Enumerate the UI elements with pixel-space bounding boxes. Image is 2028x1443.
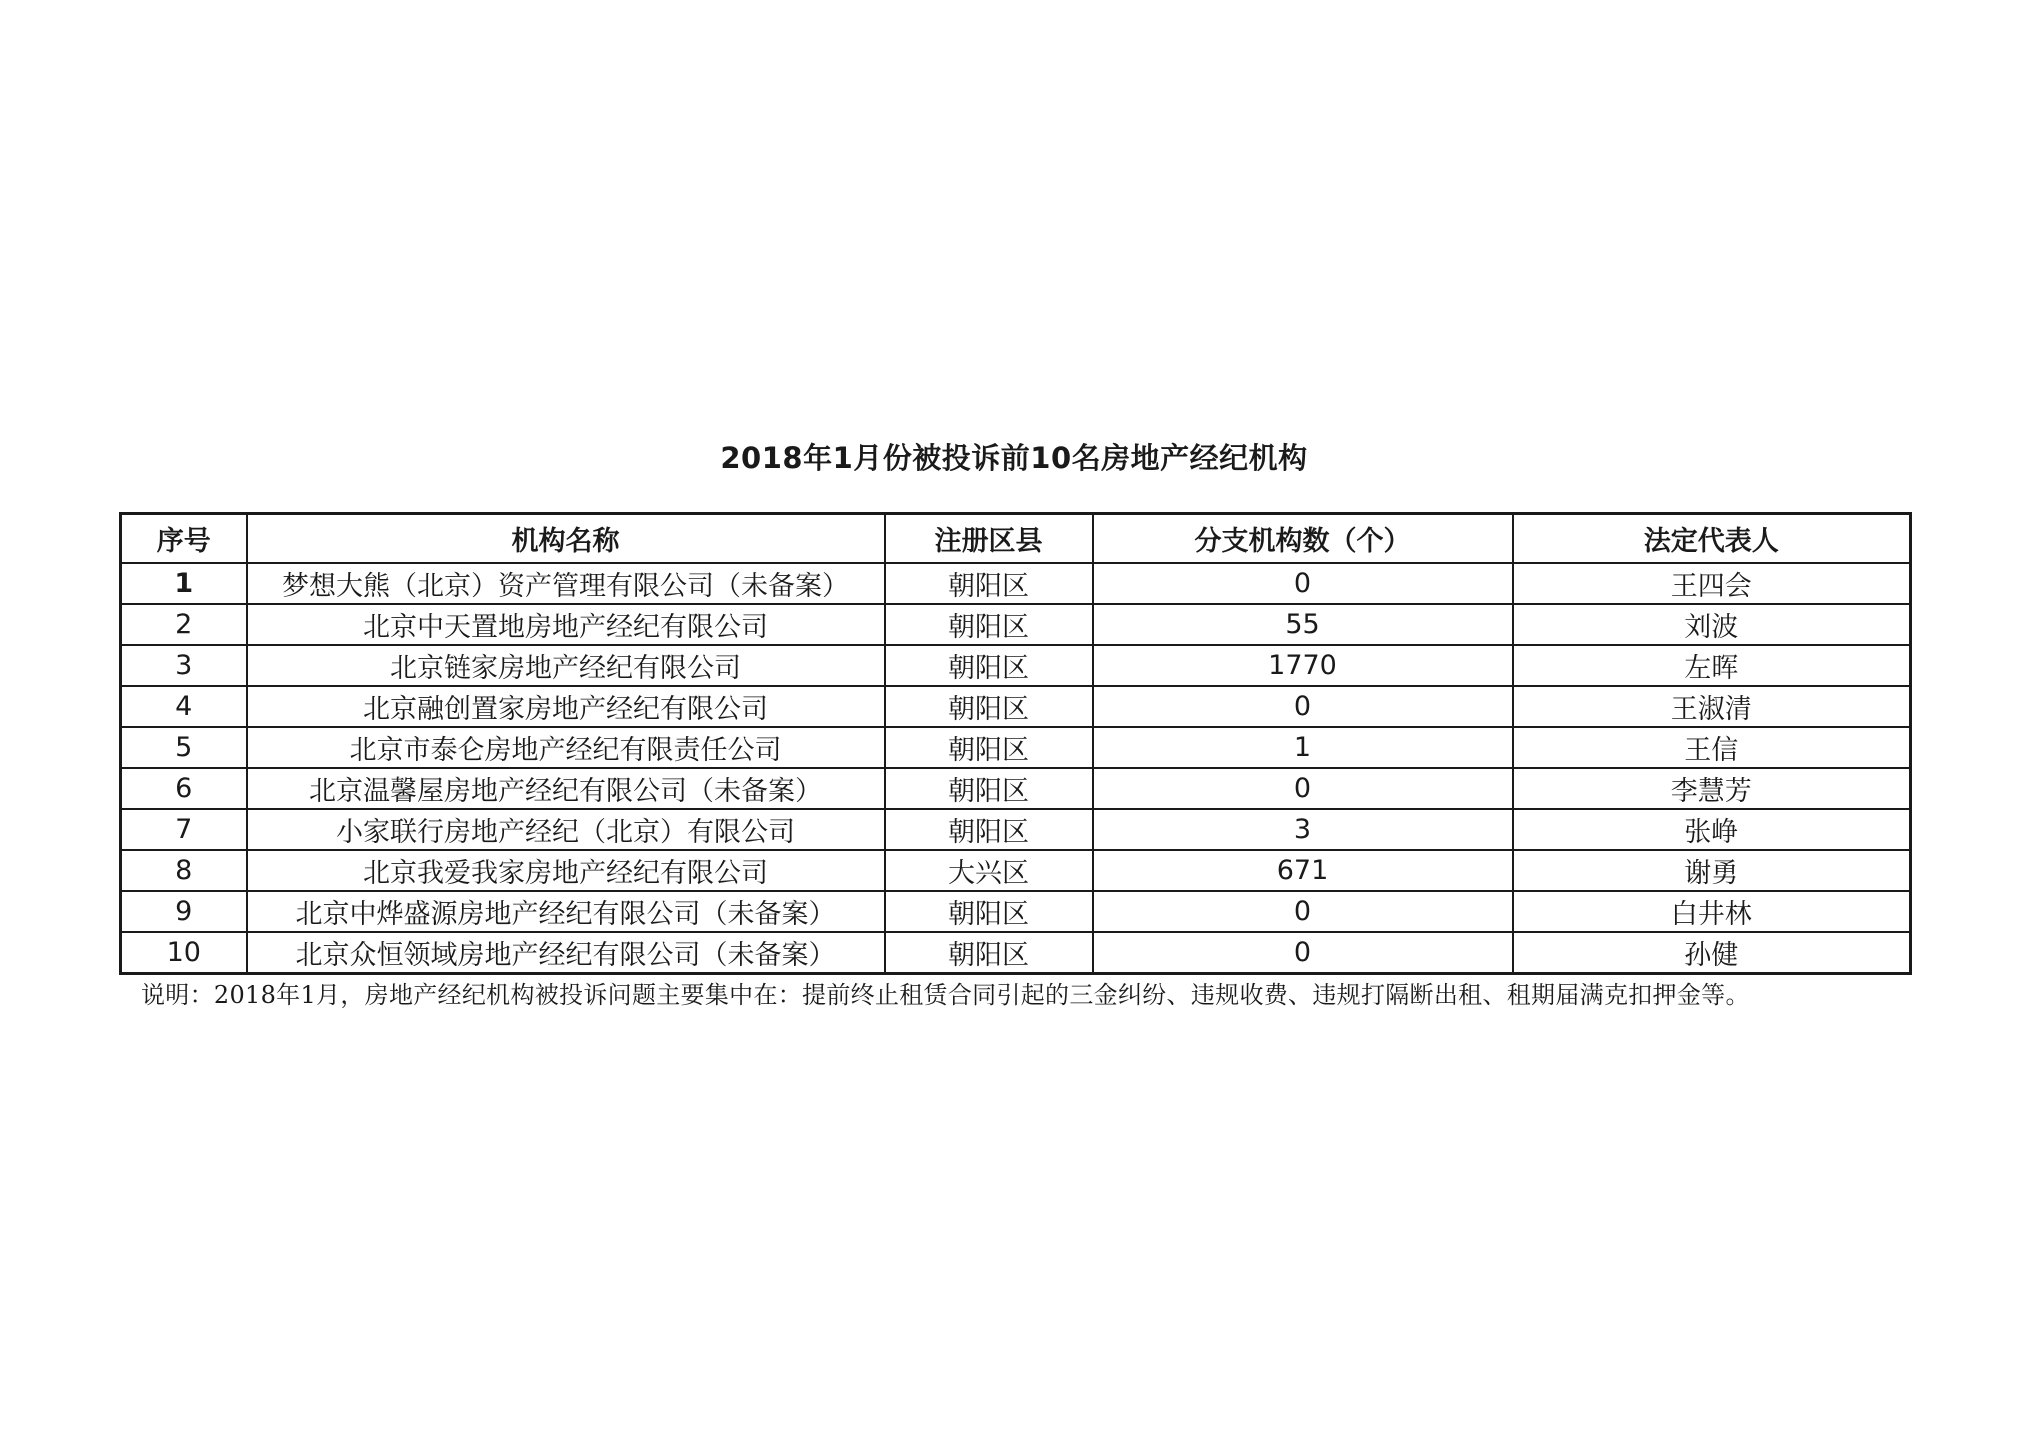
cell-legal-rep: 王淑清 [1513, 686, 1911, 727]
footnote: 说明：2018年1月，房地产经纪机构被投诉问题主要集中在：提前终止租赁合同引起的三金纠纷、违规收费、违规打隔断出租、租期届满克扣押金等。 [141, 981, 1750, 1009]
cell-index: 3 [121, 645, 247, 686]
table-row [121, 563, 1911, 604]
table-row [121, 686, 1911, 727]
cell-legal-rep: 白井林 [1513, 891, 1911, 932]
cell-name: 小家联行房地产经纪（北京）有限公司 [247, 809, 885, 850]
cell-district: 朝阳区 [885, 645, 1093, 686]
cell-district: 朝阳区 [885, 727, 1093, 768]
cell-index: 8 [121, 850, 247, 891]
table-row [121, 809, 1911, 850]
cell-branches: 55 [1093, 604, 1513, 645]
cell-index: 5 [121, 727, 247, 768]
cell-name: 北京众恒领域房地产经纪有限公司（未备案） [247, 932, 885, 974]
cell-index: 7 [121, 809, 247, 850]
cell-name: 北京我爱我家房地产经纪有限公司 [247, 850, 885, 891]
cell-branches: 0 [1093, 932, 1513, 974]
cell-branches: 1770 [1093, 645, 1513, 686]
table-row [121, 604, 1911, 645]
header-name: 机构名称 [247, 514, 885, 564]
cell-branches: 0 [1093, 686, 1513, 727]
cell-branches: 0 [1093, 768, 1513, 809]
agency-table [119, 512, 1912, 975]
cell-district: 朝阳区 [885, 932, 1093, 974]
cell-legal-rep: 刘波 [1513, 604, 1911, 645]
cell-district: 大兴区 [885, 850, 1093, 891]
cell-index: 10 [121, 932, 247, 974]
cell-index: 9 [121, 891, 247, 932]
header-index: 序号 [121, 514, 247, 564]
cell-legal-rep: 谢勇 [1513, 850, 1911, 891]
table-row [121, 850, 1911, 891]
cell-branches: 0 [1093, 563, 1513, 604]
header-branches: 分支机构数（个） [1093, 514, 1513, 564]
cell-name: 北京中天置地房地产经纪有限公司 [247, 604, 885, 645]
cell-branches: 1 [1093, 727, 1513, 768]
cell-legal-rep: 左晖 [1513, 645, 1911, 686]
cell-branches: 0 [1093, 891, 1513, 932]
cell-district: 朝阳区 [885, 768, 1093, 809]
cell-legal-rep: 王四会 [1513, 563, 1911, 604]
cell-name: 北京温馨屋房地产经纪有限公司（未备案） [247, 768, 885, 809]
cell-name: 北京融创置家房地产经纪有限公司 [247, 686, 885, 727]
table-row [121, 768, 1911, 809]
header-district: 注册区县 [885, 514, 1093, 564]
cell-legal-rep: 孙健 [1513, 932, 1911, 974]
cell-name: 梦想大熊（北京）资产管理有限公司（未备案） [247, 563, 885, 604]
table-header-row [121, 514, 1911, 564]
cell-name: 北京链家房地产经纪有限公司 [247, 645, 885, 686]
cell-legal-rep: 王信 [1513, 727, 1911, 768]
table-row [121, 645, 1911, 686]
cell-branches: 671 [1093, 850, 1513, 891]
cell-legal-rep: 李慧芳 [1513, 768, 1911, 809]
cell-index: 6 [121, 768, 247, 809]
cell-district: 朝阳区 [885, 809, 1093, 850]
table-row [121, 727, 1911, 768]
header-legal-rep: 法定代表人 [1513, 514, 1911, 564]
cell-district: 朝阳区 [885, 563, 1093, 604]
cell-branches: 3 [1093, 809, 1513, 850]
cell-index: 2 [121, 604, 247, 645]
cell-legal-rep: 张峥 [1513, 809, 1911, 850]
cell-district: 朝阳区 [885, 686, 1093, 727]
cell-index: 1 [121, 563, 247, 604]
table-row [121, 932, 1911, 974]
cell-district: 朝阳区 [885, 891, 1093, 932]
cell-name: 北京中烨盛源房地产经纪有限公司（未备案） [247, 891, 885, 932]
table-row [121, 891, 1911, 932]
page-title: 2018年1月份被投诉前10名房地产经纪机构 [720, 441, 1308, 475]
cell-index: 4 [121, 686, 247, 727]
cell-name: 北京市泰仑房地产经纪有限责任公司 [247, 727, 885, 768]
cell-district: 朝阳区 [885, 604, 1093, 645]
